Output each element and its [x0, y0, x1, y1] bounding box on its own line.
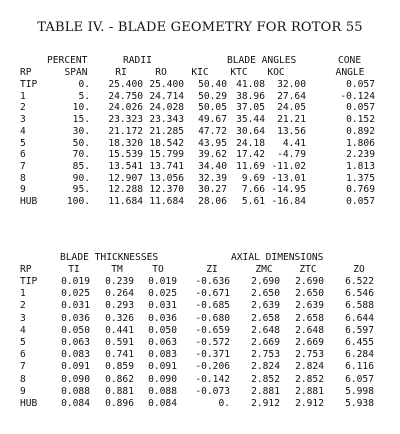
cell-span: 15.: [72, 114, 90, 126]
col-header-tm: TM: [111, 264, 123, 275]
cell-zo: 6.588: [345, 300, 374, 312]
cell-zi: -0.142: [195, 373, 230, 385]
cell-ro: 23.343: [149, 114, 184, 126]
cell-ti: 0.050: [61, 324, 90, 336]
cell-ro: 18.542: [149, 137, 184, 149]
cell-ktc: 7.66: [241, 184, 265, 196]
row-label: 2: [20, 102, 26, 114]
cell-tm: 0.293: [105, 300, 134, 312]
cell-ro: 21.285: [149, 125, 184, 137]
cell-to: 0.088: [148, 385, 177, 397]
cell-ktc: 24.18: [236, 137, 265, 149]
cell-ti: 0.019: [61, 276, 90, 287]
cell-tm: 0.862: [105, 373, 134, 385]
cell-zi: -0.073: [195, 385, 230, 397]
cell-to: 0.050: [148, 324, 177, 336]
cell-kic: 32.39: [198, 172, 227, 184]
group-header-percent: PERCENT: [47, 55, 88, 66]
cell-zi: 0.: [218, 398, 230, 409]
col-header-ztc: ZTC: [299, 264, 317, 275]
row-label: 2: [20, 300, 26, 312]
cell-ri: 18.320: [108, 137, 143, 149]
cell-ktc: 5.61: [241, 196, 265, 207]
col-header-zi: ZI: [206, 264, 218, 275]
row-label: TIP: [20, 276, 38, 287]
cell-ktc: 41.08: [236, 79, 265, 90]
cell-ktc: 30.64: [236, 125, 265, 137]
row-label: 4: [20, 324, 26, 336]
cell-zi: -0.636: [195, 276, 230, 287]
cell-zmc: 2.753: [251, 349, 280, 361]
group-header-blade-thicknesses: BLADE THICKNESSES: [60, 252, 159, 263]
cell-zmc: 2.690: [251, 276, 280, 287]
cell-kic: 50.05: [198, 102, 227, 114]
cell-span: 30.: [72, 125, 90, 137]
cell-ro: 25.400: [149, 79, 184, 90]
row-label: 7: [20, 361, 26, 373]
row-label: HUB: [20, 196, 38, 207]
cell-ri: 13.541: [108, 160, 143, 172]
cell-ktc: 9.69: [241, 172, 265, 184]
row-label: 7: [20, 160, 26, 172]
cell-tm: 0.239: [105, 276, 134, 287]
cell-span: 85.: [72, 160, 90, 172]
cell-tm: 0.859: [105, 361, 134, 373]
cell-zo: 6.522: [345, 276, 374, 287]
cell-span: 95.: [72, 184, 90, 196]
cell-ro: 12.370: [149, 184, 184, 196]
cell-tm: 0.326: [105, 312, 134, 324]
cell-ztc: 2.852: [295, 373, 324, 385]
cell-zmc: 2.881: [251, 385, 280, 397]
row-label: 3: [20, 114, 26, 126]
cell-zo: 6.597: [345, 324, 374, 336]
col-header-rp: RP: [20, 264, 32, 275]
col-header-ro: RO: [155, 67, 167, 78]
cell-zmc: 2.669: [251, 337, 280, 348]
col-header-kic: KIC: [191, 67, 209, 78]
cell-ri: 21.172: [108, 125, 143, 137]
cell-kic: 39.62: [198, 149, 227, 161]
cell-ro: 13.741: [149, 160, 184, 172]
cell-zo: 6.546: [345, 288, 374, 300]
row-label: 1: [20, 288, 26, 300]
col-header-ktc: KTC: [230, 67, 248, 78]
cell-ti: 0.036: [61, 312, 90, 324]
cell-ro: 11.684: [149, 196, 184, 207]
cell-ri: 24.026: [108, 102, 143, 114]
col-header-to: TO: [152, 264, 164, 275]
row-label: 6: [20, 149, 26, 161]
cell-ztc: 2.650: [295, 288, 324, 300]
cell-ztc: 2.648: [295, 324, 324, 336]
cell-ro: 15.799: [149, 149, 184, 161]
cell-ztc: 2.753: [295, 349, 324, 361]
cell-ri: 15.539: [108, 149, 143, 161]
cell-to: 0.025: [148, 288, 177, 300]
cell-ti: 0.088: [61, 385, 90, 397]
cell-tm: 0.896: [105, 398, 134, 409]
cell-kic: 30.27: [198, 184, 227, 196]
cell-to: 0.031: [148, 300, 177, 312]
cell-zmc: 2.639: [251, 300, 280, 312]
cell-angle: 0.892: [346, 125, 375, 137]
cell-zo: 6.284: [345, 349, 374, 361]
row-label: 6: [20, 349, 26, 361]
cell-to: 0.083: [148, 349, 177, 361]
cell-ztc: 2.881: [295, 385, 324, 397]
cell-tm: 0.741: [105, 349, 134, 361]
cell-tm: 0.441: [105, 324, 134, 336]
cell-tm: 0.881: [105, 385, 134, 397]
cell-kic: 47.72: [198, 125, 227, 137]
cell-zi: -0.671: [195, 288, 230, 300]
cell-ztc: 2.669: [295, 337, 324, 348]
cell-angle: 0.057: [346, 102, 375, 114]
cell-angle: 1.813: [346, 160, 375, 172]
row-label: TIP: [20, 79, 38, 90]
cell-zi: -0.680: [195, 312, 230, 324]
cell-angle: 1.375: [346, 172, 375, 184]
cell-zi: -0.572: [195, 337, 230, 348]
cell-ti: 0.090: [61, 373, 90, 385]
cell-zo: 6.644: [345, 312, 374, 324]
cell-span: 70.: [72, 149, 90, 161]
cell-ro: 13.056: [149, 172, 184, 184]
cell-angle: -0.124: [340, 90, 375, 102]
cell-ktc: 35.44: [236, 114, 265, 126]
cell-ri: 25.400: [108, 79, 143, 90]
cell-zi: -0.371: [195, 349, 230, 361]
cell-span: 90.: [72, 172, 90, 184]
group-header-radii: RADII: [123, 55, 152, 66]
col-header-rp: RP: [20, 67, 32, 78]
row-label: 9: [20, 385, 26, 397]
cell-ti: 0.091: [61, 361, 90, 373]
cell-zmc: 2.648: [251, 324, 280, 336]
cell-ktc: 11.69: [236, 160, 265, 172]
cell-koc: 13.56: [277, 125, 306, 137]
cell-ti: 0.084: [61, 398, 90, 409]
cell-kic: 50.29: [198, 90, 227, 102]
table-title: TABLE IV. - BLADE GEOMETRY FOR ROTOR 55: [37, 20, 363, 35]
cell-span: 10.: [72, 102, 90, 114]
cell-kic: 50.40: [198, 79, 227, 90]
cell-ri: 23.323: [108, 114, 143, 126]
cell-ktc: 37.05: [236, 102, 265, 114]
col-header-zo: ZO: [353, 264, 365, 275]
group-header-axial-dimensions: AXIAL DIMENSIONS: [231, 252, 324, 263]
cell-zmc: 2.824: [251, 361, 280, 373]
cell-tm: 0.264: [105, 288, 134, 300]
row-label: 4: [20, 125, 26, 137]
cell-span: 0.: [78, 79, 90, 90]
cell-angle: 0.057: [346, 196, 375, 207]
cell-angle: 2.239: [346, 149, 375, 161]
row-label: 1: [20, 90, 26, 102]
cell-koc: -11.02: [271, 160, 306, 172]
cell-kic: 34.40: [198, 160, 227, 172]
cell-to: 0.084: [148, 398, 177, 409]
cell-ztc: 2.658: [295, 312, 324, 324]
cell-span: 100.: [66, 196, 90, 207]
cell-zo: 6.455: [345, 337, 374, 348]
cell-ktc: 38.96: [236, 90, 265, 102]
cell-ro: 24.714: [149, 90, 184, 102]
cell-angle: 0.057: [346, 79, 375, 90]
row-label: 5: [20, 337, 26, 348]
cell-angle: 0.152: [346, 114, 375, 126]
cell-koc: -4.79: [277, 149, 306, 161]
row-label: 8: [20, 172, 26, 184]
cell-ti: 0.031: [61, 300, 90, 312]
cell-ri: 12.907: [108, 172, 143, 184]
cell-angle: 1.806: [346, 137, 375, 149]
cell-zmc: 2.852: [251, 373, 280, 385]
cell-ri: 11.684: [108, 196, 143, 207]
cell-zi: -0.206: [195, 361, 230, 373]
col-header-zmc: ZMC: [255, 264, 273, 275]
cell-ti: 0.063: [61, 337, 90, 348]
cell-to: 0.036: [148, 312, 177, 324]
row-label: 9: [20, 184, 26, 196]
cell-ztc: 2.912: [295, 398, 324, 409]
cell-zo: 5.938: [345, 398, 374, 409]
row-label: 5: [20, 137, 26, 149]
col-header-span: SPAN: [64, 67, 88, 78]
cell-koc: 24.05: [277, 102, 306, 114]
cell-koc: 4.41: [282, 137, 306, 149]
cell-koc: 32.00: [277, 79, 306, 90]
cell-ti: 0.083: [61, 349, 90, 361]
col-header-koc: KOC: [267, 67, 285, 78]
col-header-ri: RI: [115, 67, 127, 78]
cell-koc: 27.64: [277, 90, 306, 102]
cell-tm: 0.591: [105, 337, 134, 348]
cell-zi: -0.659: [195, 324, 230, 336]
cell-koc: -16.84: [271, 196, 306, 207]
cell-zo: 5.998: [345, 385, 374, 397]
cell-zo: 6.116: [345, 361, 374, 373]
cell-ktc: 17.42: [236, 149, 265, 161]
row-label: 3: [20, 312, 26, 324]
cell-kic: 28.06: [198, 196, 227, 207]
cell-ri: 12.288: [108, 184, 143, 196]
cell-zmc: 2.658: [251, 312, 280, 324]
cell-to: 0.019: [148, 276, 177, 287]
cell-zi: -0.685: [195, 300, 230, 312]
col-header-ti: TI: [68, 264, 80, 275]
cell-ztc: 2.690: [295, 276, 324, 287]
cell-kic: 49.67: [198, 114, 227, 126]
cell-zo: 6.057: [345, 373, 374, 385]
cell-kic: 43.95: [198, 137, 227, 149]
row-label: 8: [20, 373, 26, 385]
cell-to: 0.063: [148, 337, 177, 348]
cell-zmc: 2.650: [251, 288, 280, 300]
cell-ro: 24.028: [149, 102, 184, 114]
cell-span: 5.: [78, 90, 90, 102]
cell-ri: 24.750: [108, 90, 143, 102]
group-header-blade-angles: BLADE ANGLES: [227, 55, 297, 66]
cell-to: 0.091: [148, 361, 177, 373]
cell-koc: 21.21: [277, 114, 306, 126]
cell-span: 50.: [72, 137, 90, 149]
cell-ti: 0.025: [61, 288, 90, 300]
col-header-angle: ANGLE: [335, 67, 365, 78]
cell-ztc: 2.824: [295, 361, 324, 373]
row-label: HUB: [20, 398, 38, 409]
cell-koc: -14.95: [271, 184, 306, 196]
cell-ztc: 2.639: [295, 300, 324, 312]
cell-koc: -13.01: [271, 172, 306, 184]
group-header-cone: CONE: [338, 55, 362, 66]
cell-angle: 0.769: [346, 184, 375, 196]
cell-to: 0.090: [148, 373, 177, 385]
cell-zmc: 2.912: [251, 398, 280, 409]
